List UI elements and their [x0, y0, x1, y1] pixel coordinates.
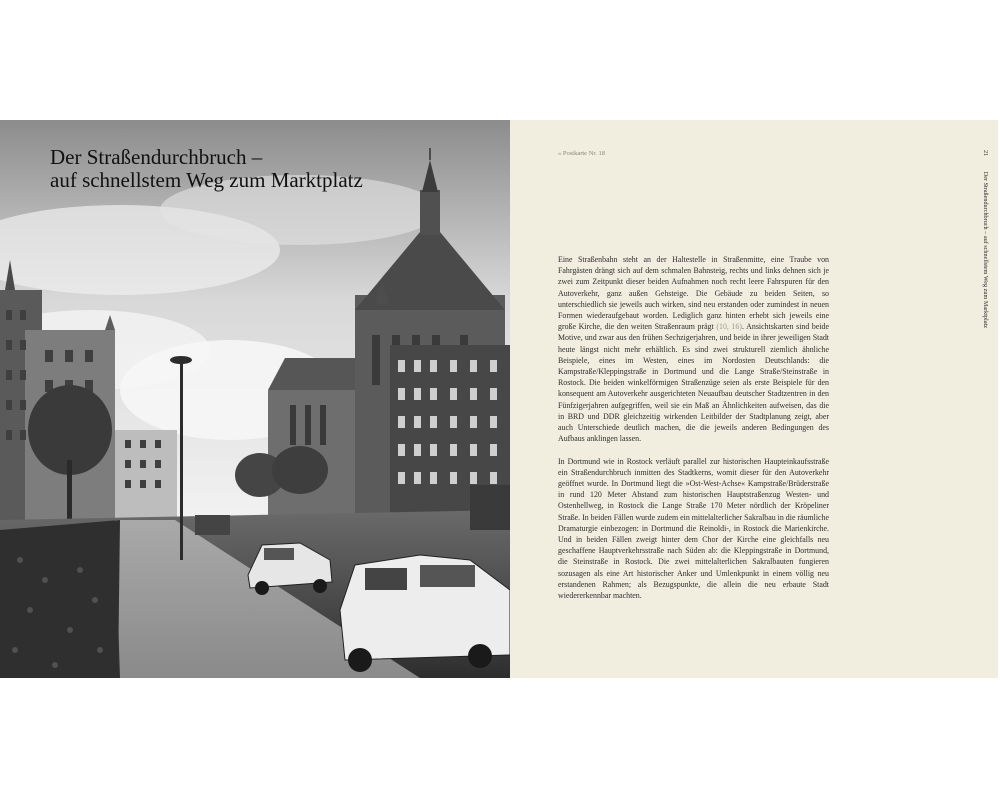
right-page-text [510, 120, 998, 678]
headline-line-1: Der Straßendurchbruch – [50, 145, 263, 169]
left-page-photo [0, 120, 510, 678]
flower-bed [0, 520, 120, 678]
paragraph-2: In Dortmund wie in Rostock verläuft parallel zur historischen Haupteinkaufsstraße ein Straßendurchbruch inmitten des Stadtkerns, womit dieser für den Autoverkehr geöffnet wurde. In Dortmund liegt die »Ost-West-Achse« Kampstraße/Brüderstraße in rund 120 Meter Abstand zum historischen Hauptstraßenzug Westen- und Ostenhellweg, in Rostock die Lange Straße 170 Meter nördlich der Kröpeliner Straße. In beiden Fällen wurde zudem ein mittelalterlicher Sakralbau in die räumliche Dramaturgie einbezogen: in Dortmund die Reinoldi-, in Rostock die Marienkirche. Und in beiden Fällen zweigt hinter dem Chor der Kirche eine gleichfalls neu geschaffene Hauptverkehrsstraße nach Süden ab: die Kleppingstraße in Dortmund, die Steinstraße in Rostock. Die zwei mittelalterlichen Sakralbauten fungieren sozusagen als eine Art historischer Anker und Umlenkpunkt in einem völlig neu erstandenen Rahmen; als Bezugspunkte, die allein die neu erbaute Stadt wiedererkennbar machten. [558, 456, 829, 601]
paragraph-1 [558, 254, 829, 444]
street-photograph [0, 120, 510, 678]
paragraph-1-text-a: Eine Straßenbahn steht an der Haltestelle in Straßenmitte, eine Traube von Fahrgästen drängt sich auf dem schmalen Bahnsteig, rechts und links dehnen sich je zwei zum Zeitpunkt dieser beiden Aufnahmen noch recht leere Fahrspuren für den Autoverkehr, ganz außen Gehsteige. Die Gebäude zu beiden Seiten, so unterschiedlich sie jeweils auch wirken, sind neu erstanden oder zumindest in neuen Formen wiederaufgebaut worden. Lediglich ganz hinten erhebt sich jeweils eine große Kirche, die den weiten Straßenraum prägt [558, 255, 829, 332]
book-spread [0, 120, 998, 678]
postcard-label: « Postkarte Nr. 18 [558, 150, 605, 157]
page-headline [50, 146, 470, 192]
paragraph-1-text-b: . Ansichtskarten sind beide Motive, und zwar aus den frühen Sechzigerjahren, und beide in ihrer jeweiligen Stadt heute längst nicht mehr erhältlich. Es sind zwei strukturell ziemlich ähnliche Beispiele, eines im Westen, eines im Nordosten Deutschlands: die Kampstraße/Kleppingstraße in Dortmund und die Lange Straße/Steinstraße in Rostock. Die beiden winkelförmigen Straßenzüge seien als erste Beispiele für den konsequent am Autoverkehr ausgerichteten Neuaufbau deutscher Stadtzentren in den Fünfzigerjahren aufgegriffen, weil sie ein Maß an Ähnlichkeiten aufweisen, das die in BRD und DDR gleichzeitig wirkenden Leitbilder der Stadtplanung zeigt, aber auch Unterschiede deutlich machen, die die jeweils anderen Bedingungen des Aufbaus anklingen lassen. [558, 322, 829, 444]
headline-line-2: auf schnellstem Weg zum Marktplatz [50, 168, 363, 192]
body-text [558, 254, 829, 612]
page-number: 21 [982, 150, 989, 157]
running-head-title: Der Straßendurchbruch – auf schnellstem Weg zum Marktplatz [982, 171, 989, 328]
running-head [982, 150, 989, 328]
figure-reference: (10, 16) [716, 322, 743, 332]
